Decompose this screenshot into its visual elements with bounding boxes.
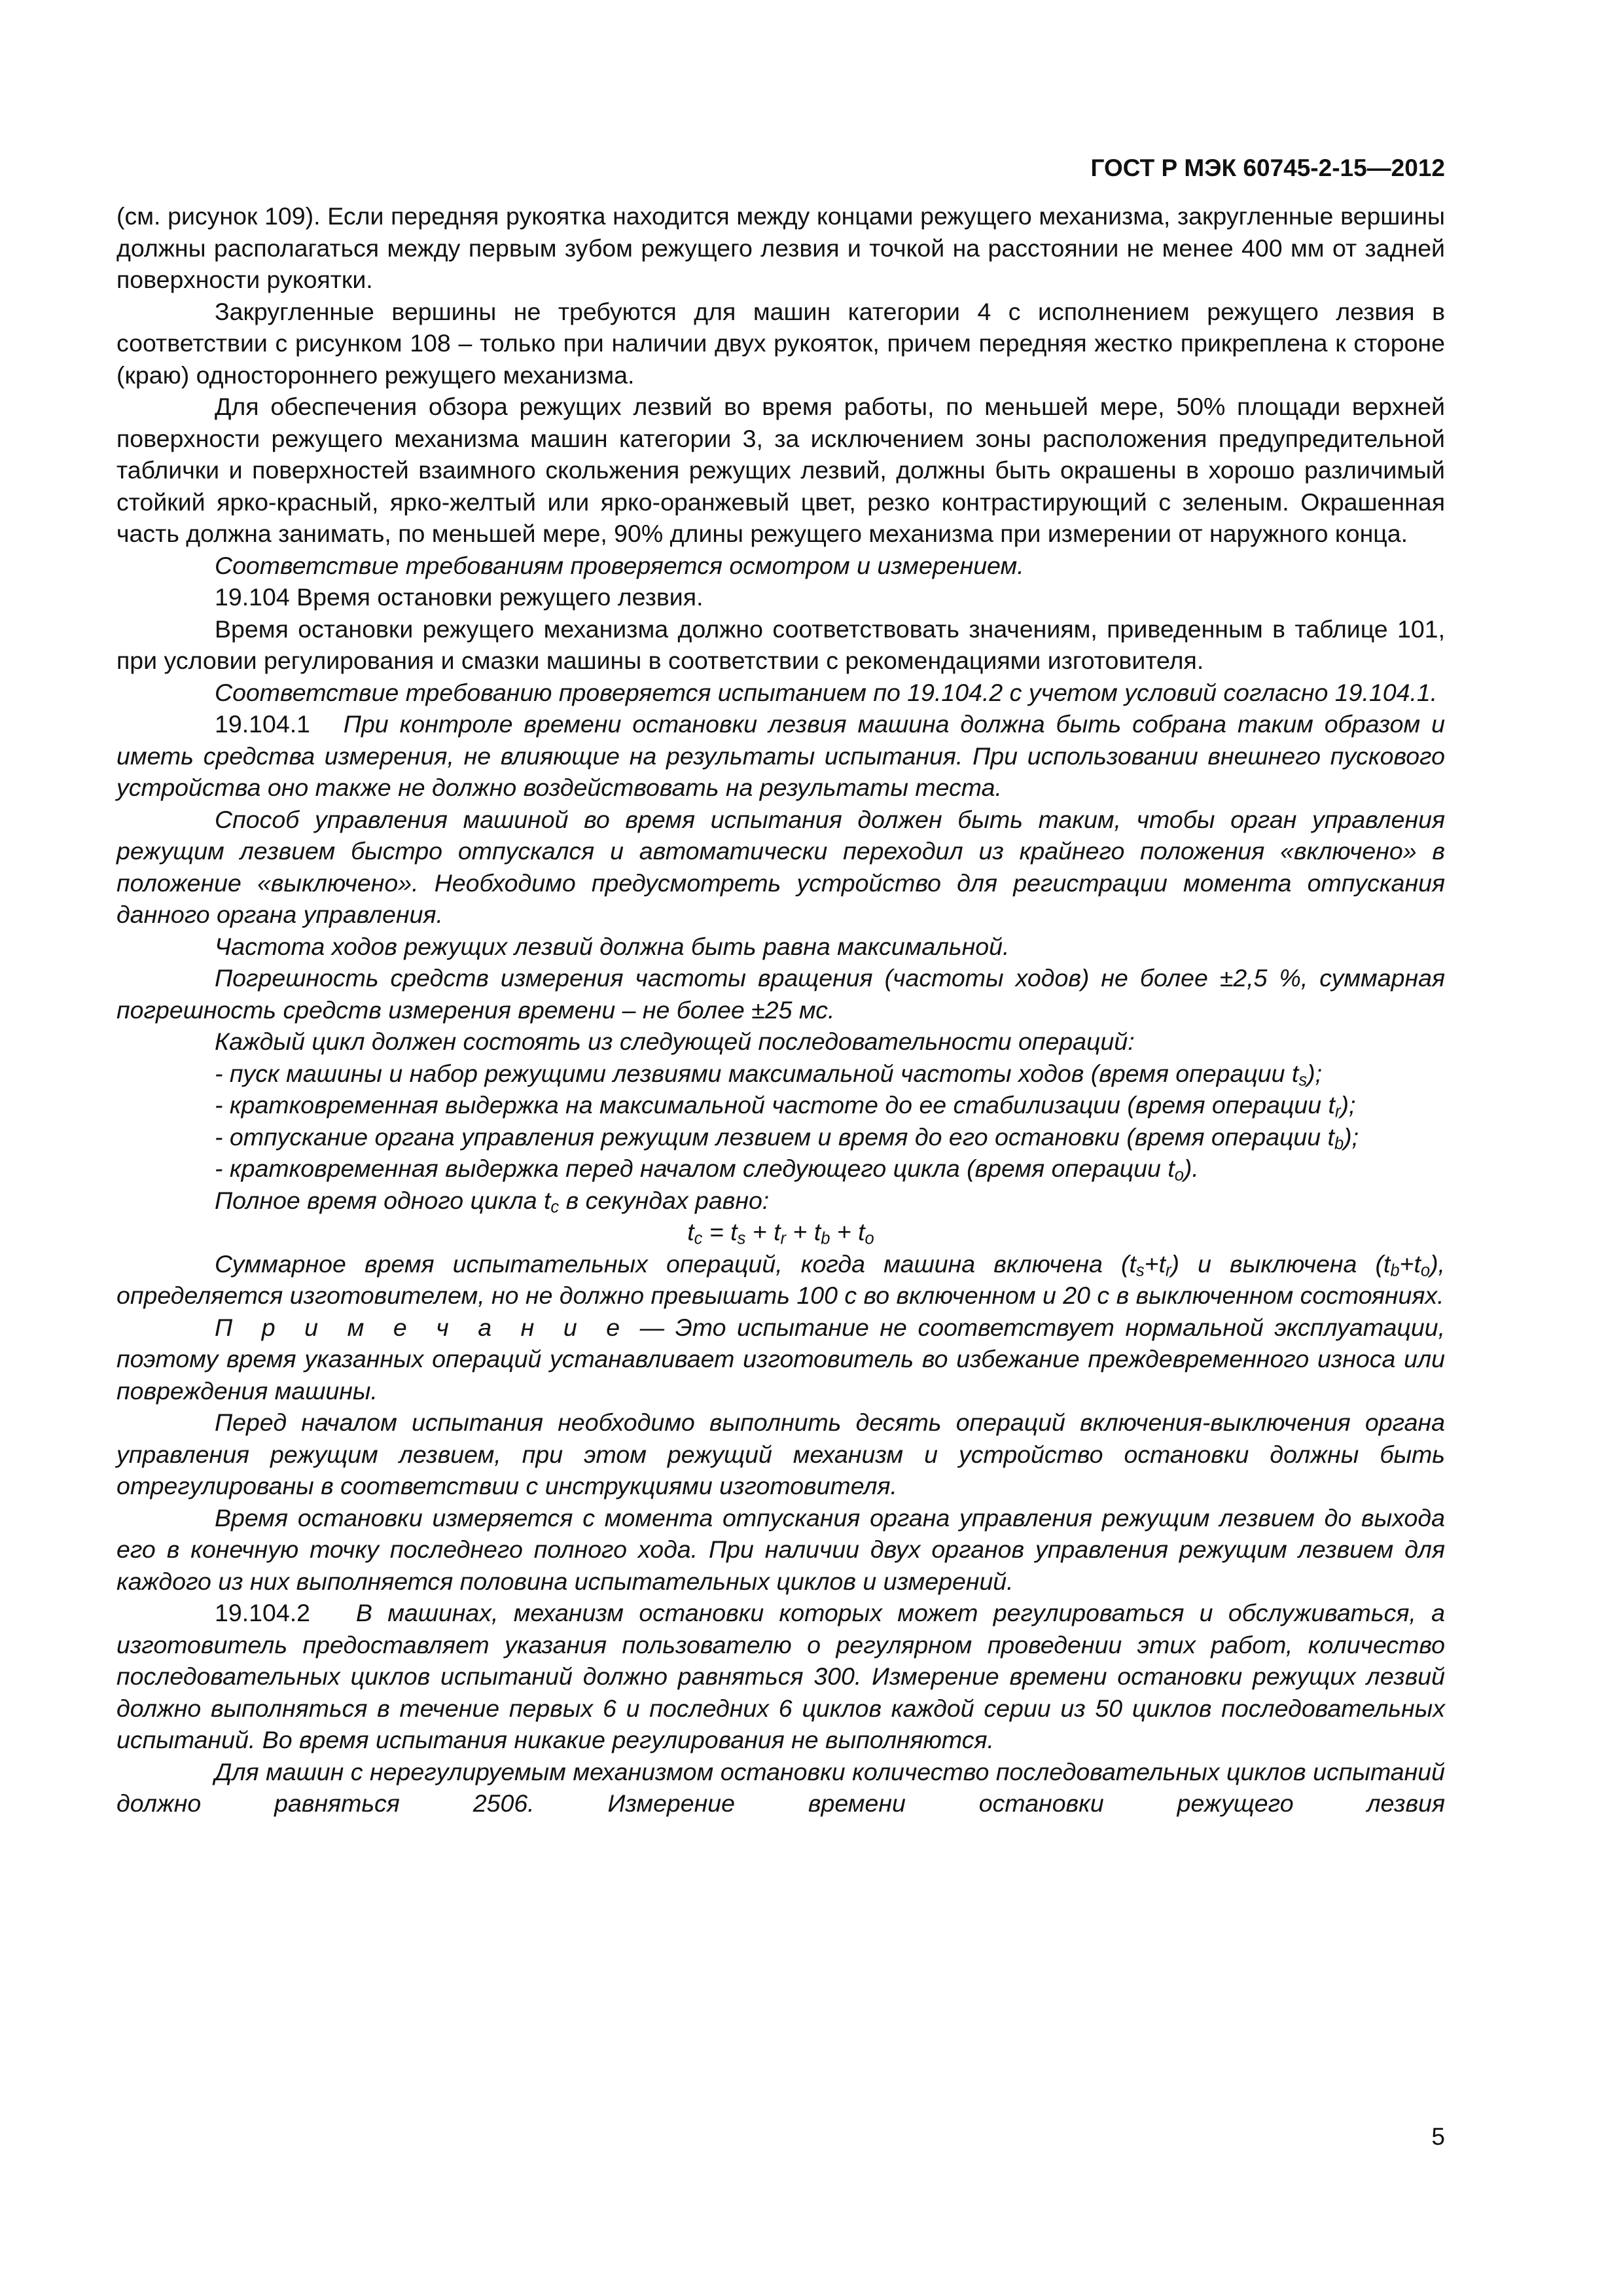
- subsection-paragraph: [116, 708, 1445, 804]
- note: [116, 1312, 1445, 1407]
- paragraph: Суммарное время испытательных операций, когда машина включена $(t_s+t_r)$ и выключена $(t_b+t_o)$, определяется изготовителем, но не должно превышать 100 с во включенном и 20 с в выключенном состояниях.: [116, 1249, 1445, 1309]
- paragraph: (см. рисунок 109). Если передняя рукоятка находится между концами режущего механизма, закругленные вершины должны располагаться между первым зубом режущего лезвия и точкой на расстоянии не менее 400 мм от задней поверхности рукоятки.: [116, 202, 1445, 293]
- paragraph: Для машин с нерегулируемым механизмом остановки количество последовательных циклов испытаний должно равняться 2506. Измерение времени остановки режущего лезвия: [116, 1757, 1445, 1817]
- compliance-statement: Соответствие требованиям проверяется осмотром и измерением.: [215, 551, 1024, 579]
- subsection-number: 19.104.1: [215, 710, 310, 738]
- subsection-number: 19.104.2: [215, 1599, 310, 1626]
- document-header: ГОСТ Р МЭК 60745-2-15—2012: [1090, 154, 1445, 181]
- section-heading: 19.104 Время остановки режущего лезвия.: [215, 583, 704, 611]
- operation-item: - кратковременная выдержка перед началом следующего цикла (время операции $t_o$).: [215, 1155, 1199, 1185]
- paragraph: Полное время одного цикла $t_c$ в секундах равно:: [215, 1186, 770, 1217]
- paragraph: Способ управления машиной во время испытания должен быть таким, чтобы орган управления режущим лезвием быстро отпускался и автоматически переходил из крайнего положения «включено» в положение «выключено». Необходимо предусмотреть устройство для регистрации момента отпускания данного органа управления.: [116, 805, 1445, 928]
- subsection-text: При контроле времени остановки лезвия машина должна быть собрана таким образом и иметь средства измерения, не влияющие на результаты испытания. При использовании внешнего пускового устройства оно также не должно воздействовать на результаты теста.: [116, 710, 1445, 801]
- operation-item: - отпускание органа управления режущим лезвием и время до его остановки (время операции $t_b$);: [215, 1122, 1359, 1153]
- formula: $t_c = t_s + t_r + t_b + t_o$: [687, 1218, 874, 1248]
- note-label: П р и м е ч а н и е: [215, 1313, 630, 1341]
- note-text: — Это испытание не соответствует нормальной эксплуатации, поэтому время указанных операций устанавливает изготовитель во избежание преждевременного износа или повреждения машины.: [116, 1313, 1445, 1405]
- paragraph: Время остановки измеряется с момента отпускания органа управления режущим лезвием до выхода его в конечную точку последнего полного хода. При наличии двух органов управления режущим лезвием для каждого из них выполняется половина испытательных циклов и измерений.: [116, 1503, 1445, 1595]
- compliance-statement: Соответствие требованию проверяется испытанием по 19.104.2 с учетом условий согласно 19.104.1.: [215, 678, 1438, 706]
- operation-item: - пуск машины и набор режущими лезвиями максимальной частоты ходов (время операции $t_s$);: [215, 1059, 1322, 1090]
- subsection-paragraph: [116, 1597, 1445, 1756]
- operation-item: - кратковременная выдержка на максимальной частоте до ее стабилизации (время операции $t_r$);: [215, 1091, 1356, 1121]
- paragraph: Каждый цикл должен состоять из следующей последовательности операций:: [215, 1028, 1135, 1055]
- paragraph: Для обеспечения обзора режущих лезвий во время работы, по меньшей мере, 50% площади верхней поверхности режущего механизма машин категории 3, за исключением зоны расположения предупредительной таблички и поверхностей взаимного скольжения режущих лезвий, должны быть окрашены в хорошо различимый стойкий ярко-красный, ярко-желтый или ярко-оранжевый цвет, резко контрастирующий с зеленым. Окрашенная часть должна занимать, по меньшей мере, 90% длины режущего механизма при измерении от наружного конца.: [116, 393, 1445, 547]
- paragraph: Частота ходов режущих лезвий должна быть равна максимальной.: [215, 932, 1010, 960]
- subsection-text: В машинах, механизм остановки которых может регулироваться и обслуживаться, а изготовитель предоставляет указания пользователю о регулярном проведении этих работ, количество последовательных циклов испытаний должно равняться 300. Измерение времени остановки режущих лезвий должно выполняться в течение первых 6 и последних 6 циклов каждой серии из 50 циклов последовательных испытаний. Во время испытания никакие регулирования не выполняются.: [116, 1599, 1445, 1753]
- paragraph: Время остановки режущего механизма должно соответствовать значениям, приведенным в таблице 101, при условии регулирования и смазки машины в соответствии с рекомендациями изготовителя.: [116, 615, 1445, 674]
- paragraph: Погрешность средств измерения частоты вращения (частоты ходов) не более ±2,5 %, суммарная погрешность средств измерения времени – не более ±25 мс.: [116, 964, 1445, 1024]
- page-number: 5: [1431, 2123, 1445, 2150]
- paragraph: Перед началом испытания необходимо выполнить десять операций включения-выключения органа управления режущим лезвием, при этом режущий механизм и устройство остановки должны быть отрегулированы в соответствии с инструкциями изготовителя.: [116, 1408, 1445, 1499]
- paragraph: Закругленные вершины не требуются для машин категории 4 с исполнением режущего лезвия в соответствии с рисунком 108 – только при наличии двух рукояток, причем передняя жестко прикреплена к стороне (краю) одностороннего режущего механизма.: [116, 297, 1445, 389]
- document-body: [116, 200, 1445, 1820]
